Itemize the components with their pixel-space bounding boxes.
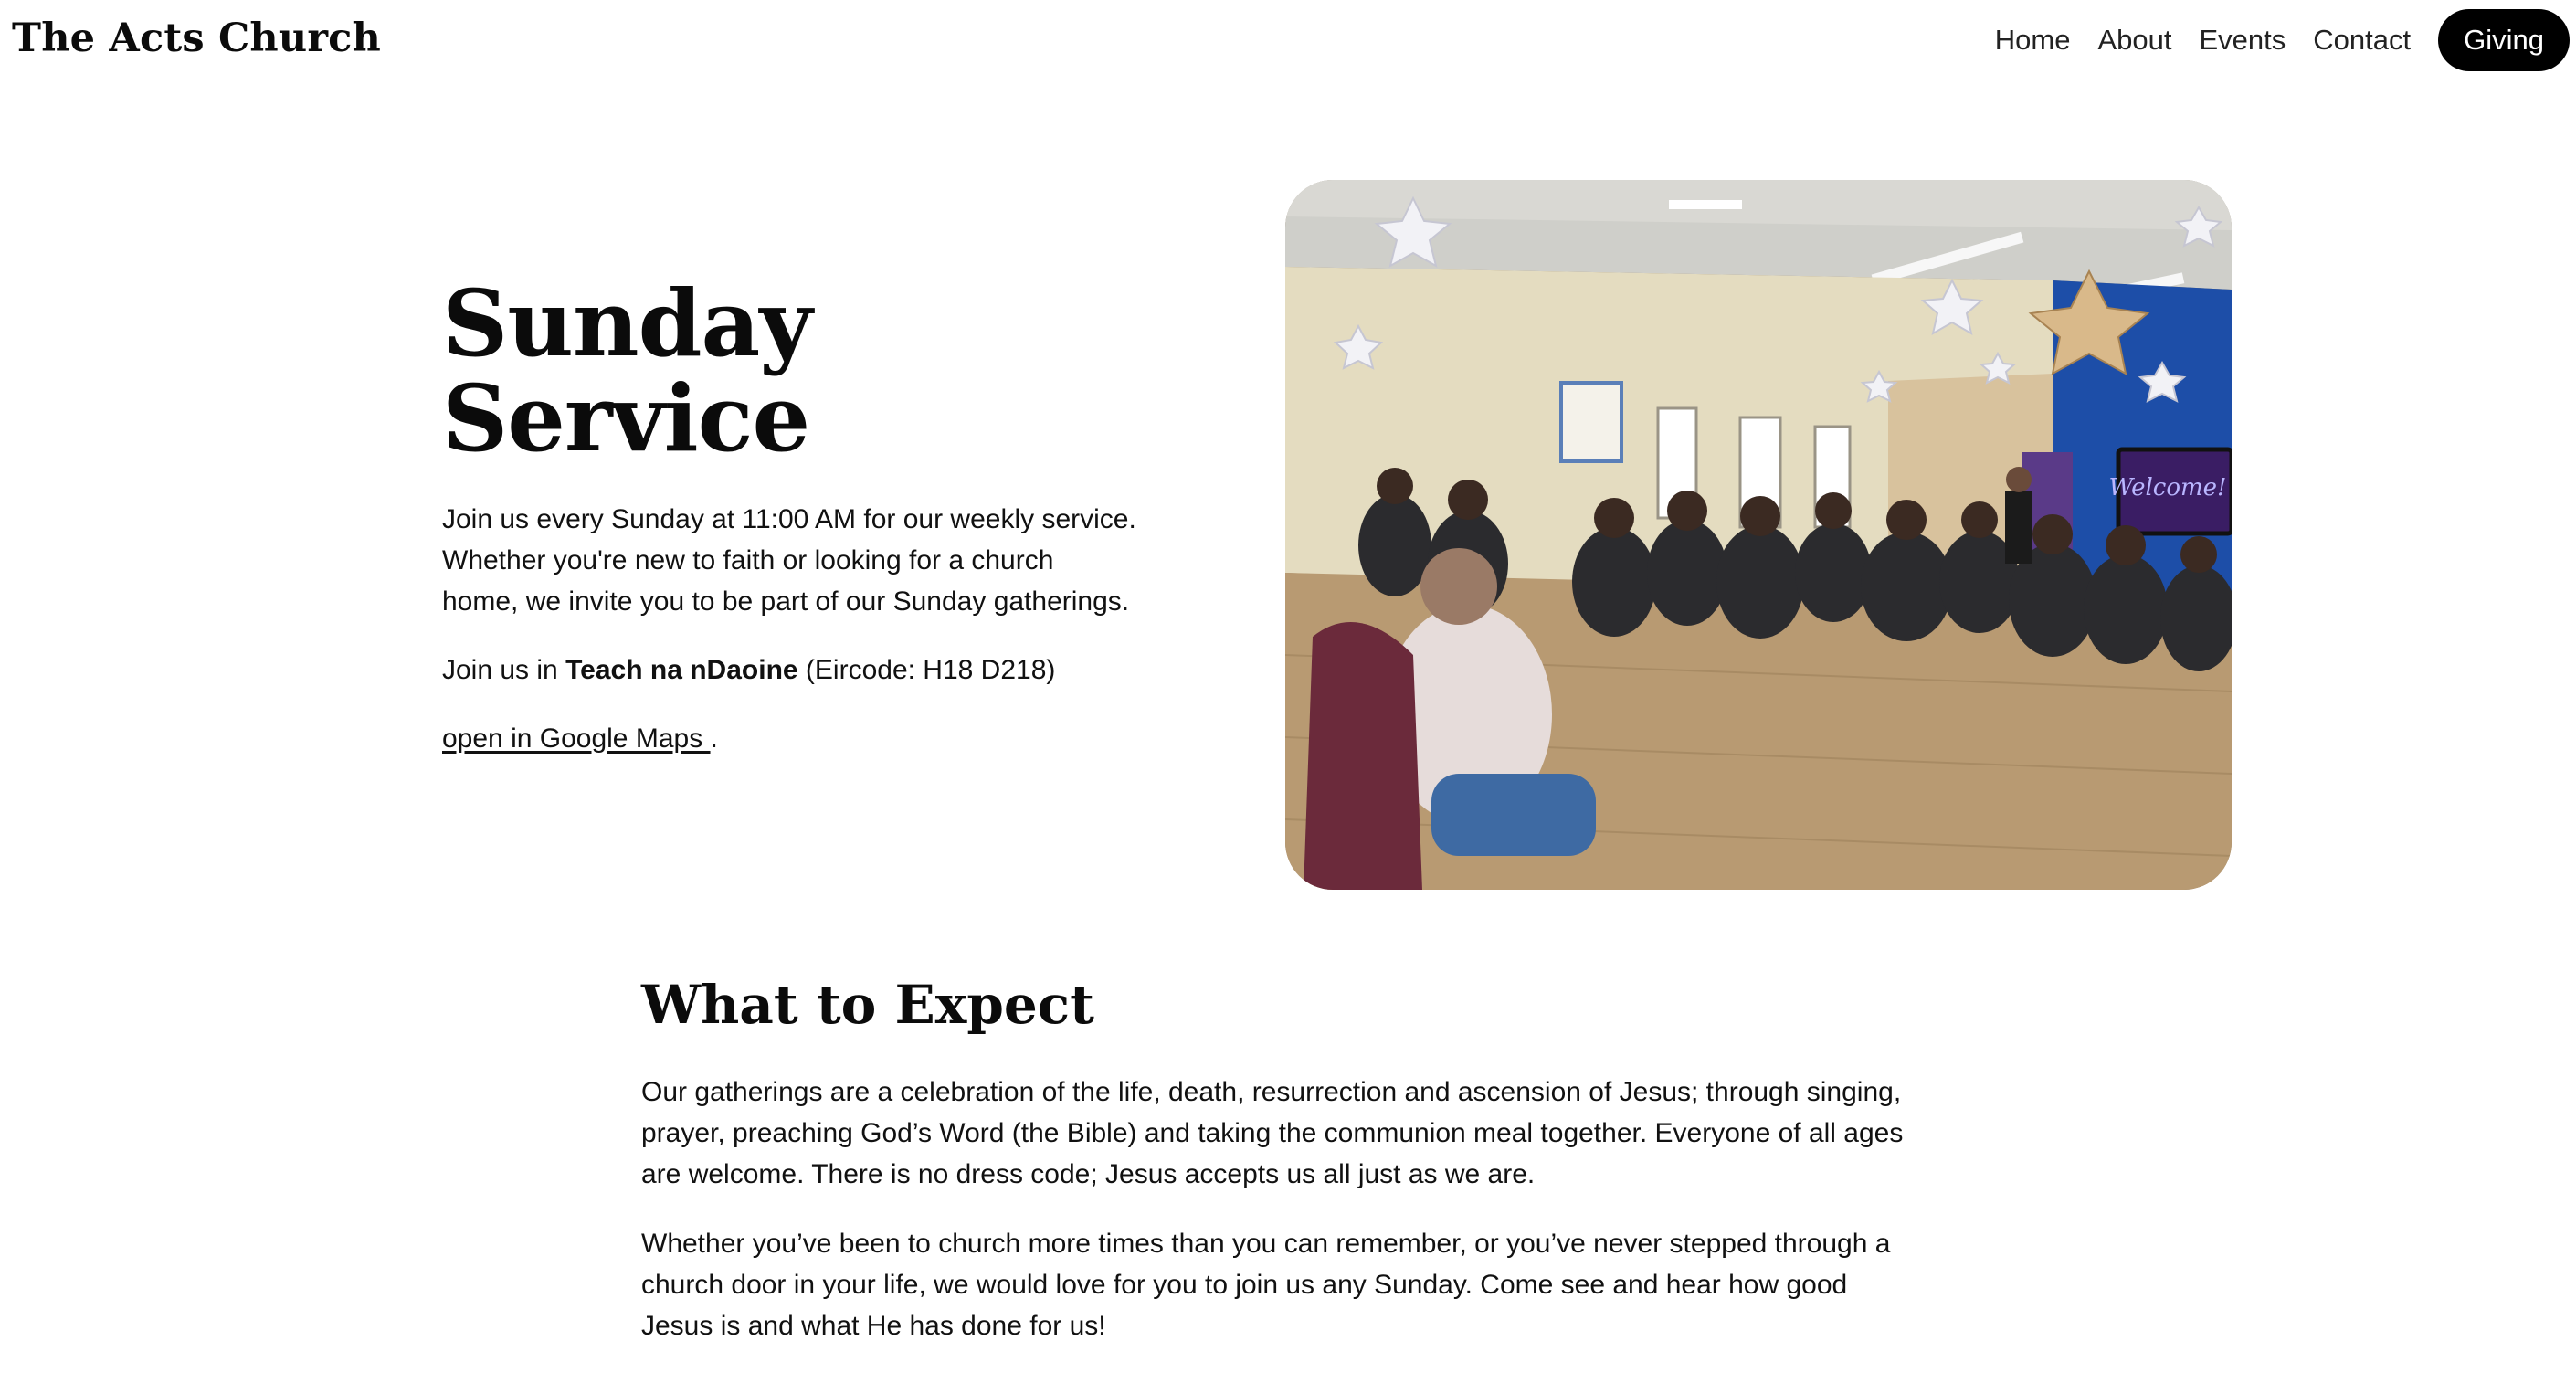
welcome-screen-text: Welcome! bbox=[2108, 474, 2227, 501]
hero-title bbox=[442, 269, 917, 472]
jacket-on-chair bbox=[1304, 622, 1422, 890]
nav-events-link[interactable]: Events bbox=[2199, 24, 2286, 56]
foreground-man-jeans bbox=[1431, 774, 1596, 856]
nav-home-link[interactable]: Home bbox=[1994, 24, 2071, 56]
hero-map-line bbox=[442, 718, 1136, 759]
location-name: Teach na nDaoine bbox=[565, 655, 798, 685]
main-nav bbox=[1995, 9, 2570, 71]
wall-poster bbox=[1561, 383, 1621, 461]
what-to-expect-paragraph-1: Our gatherings are a celebration of the life, death, resurrection and ascension of Jesus; through singing, prayer, preaching God’s Word (the Bible) and taking the communion meal together. Everyone of all ages are welcome. There is no dress code; Jesus accepts us all just as we are. bbox=[641, 1077, 1904, 1189]
hero-title-line1: Sunday bbox=[442, 269, 812, 377]
site-brand[interactable]: The Acts Church bbox=[12, 16, 382, 61]
speaker-person bbox=[2005, 491, 2032, 564]
speaker-head bbox=[2006, 467, 2032, 492]
what-to-expect-paragraph-2: Whether you’ve been to church more times than you can remember, or you’ve never stepped through a church door in your life, we would love for you to join us any Sunday. Come see and hear how good Jesus is and what He has done for us! bbox=[641, 1229, 1891, 1341]
google-maps-link[interactable]: open in Google Maps bbox=[442, 723, 711, 754]
location-suffix: (Eircode: H18 D218) bbox=[797, 655, 1056, 685]
location-prefix: Join us in bbox=[442, 655, 566, 685]
map-link-period: . bbox=[710, 723, 718, 754]
hero-intro-text: Join us every Sunday at 11:00 AM for our weekly service. Whether you're new to faith or looking for a church home, we invite you to be part of our Sunday gatherings. bbox=[442, 504, 1136, 617]
nav-about-link[interactable]: About bbox=[2097, 24, 2172, 56]
hero-location-text bbox=[442, 649, 1136, 691]
hero-title-line2: Service bbox=[442, 364, 810, 472]
giving-button[interactable]: Giving bbox=[2438, 9, 2570, 71]
what-to-expect-title: What to Expect bbox=[641, 974, 1094, 1036]
service-photo-graphic bbox=[1285, 180, 2232, 890]
nav-contact-link[interactable]: Contact bbox=[2313, 24, 2412, 56]
ceiling-light bbox=[1669, 200, 1742, 209]
service-photo bbox=[1285, 180, 2232, 890]
site-header bbox=[0, 0, 2576, 82]
foreground-man-head bbox=[1420, 548, 1497, 625]
